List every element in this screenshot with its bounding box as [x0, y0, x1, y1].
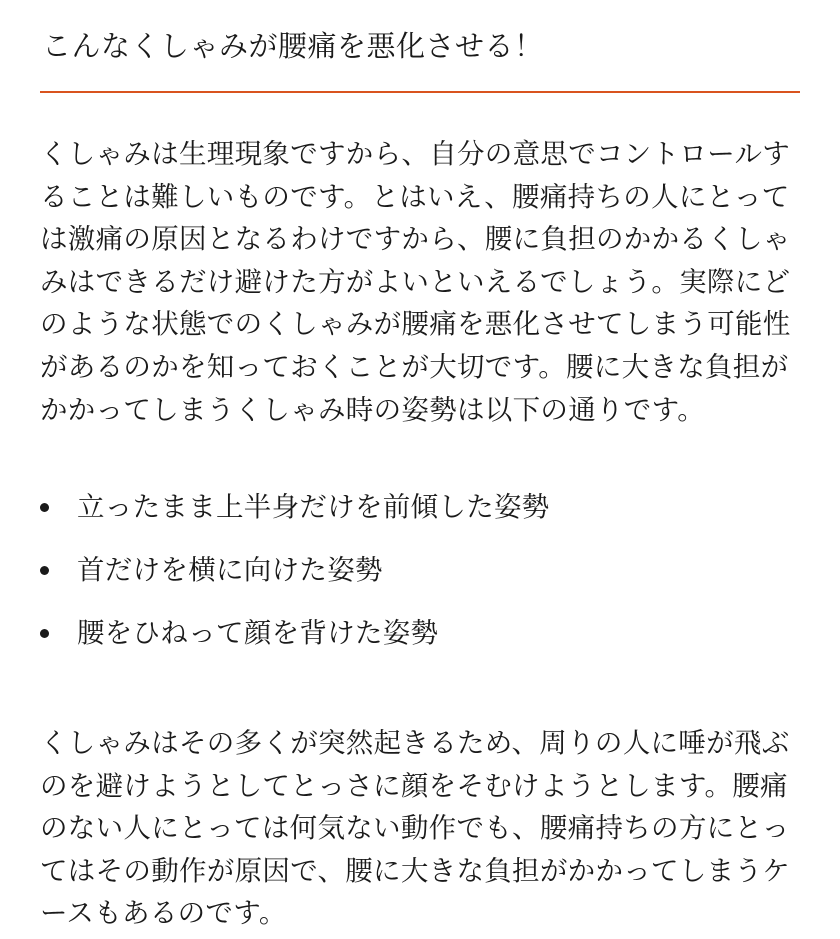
paragraph-line: くしゃみは生理現象ですから、自分の意思でコントロールす — [40, 138, 791, 170]
posture-list — [0, 486, 840, 675]
intro-paragraph — [40, 133, 802, 431]
paragraph-line: かかってしまうくしゃみ時の姿勢は以下の通りです。 — [40, 393, 705, 426]
list-item — [0, 612, 840, 675]
paragraph-line: くしゃみはその多くが突然起きるため、周りの人に唾が飛ぶ — [40, 727, 790, 759]
list-item — [0, 486, 840, 549]
paragraph-line: てはその動作が原因で、腰に大きな負担がかかってしまうケ — [40, 854, 791, 887]
paragraph-line: のない人にとっては何気ない動作でも、腰痛持ちの方にとっ — [40, 812, 790, 845]
heading-underline — [40, 91, 800, 93]
list-item-text: 腰をひねって顔を背けた姿勢 — [77, 617, 439, 649]
paragraph-line: ースもあるのです。 — [40, 897, 287, 930]
list-item-text: 首だけを横に向けた姿勢 — [77, 554, 383, 586]
paragraph-line: みはできるだけ避けた方がよいといえるでしょう。実際にど — [40, 265, 791, 298]
bullet-icon — [40, 629, 49, 638]
list-item-text: 立ったまま上半身だけを前傾した姿勢 — [77, 491, 550, 523]
bullet-icon — [40, 503, 49, 512]
paragraph-line: は激痛の原因となるわけですから、腰に負担のかかるくしゃ — [40, 223, 791, 256]
paragraph-line: があるのかを知っておくことが大切です。腰に大きな負担が — [40, 350, 789, 383]
paragraph-line: のような状態でのくしゃみが腰痛を悪化させてしまう可能性 — [40, 308, 791, 341]
paragraph-line: のを避けようとしてとっさに顔をそむけようとします。腰痛 — [40, 769, 788, 802]
closing-paragraph — [40, 722, 802, 935]
section-heading: こんなくしゃみが腰痛を悪化させる！ — [42, 29, 544, 63]
list-item — [0, 549, 840, 612]
bullet-icon — [40, 566, 49, 575]
paragraph-line: ることは難しいものです。とはいえ、腰痛持ちの人にとって — [40, 180, 790, 213]
